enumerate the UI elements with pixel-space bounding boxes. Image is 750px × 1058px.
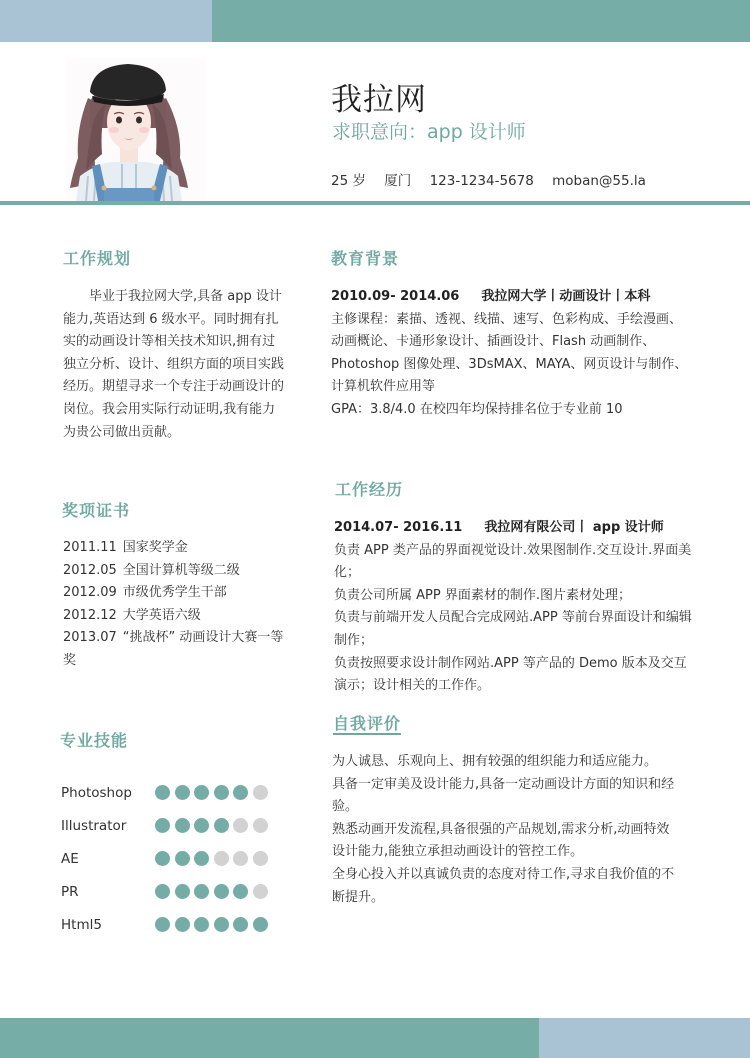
rating-dot-filled-icon (194, 818, 209, 833)
top-bar-light-blue (0, 0, 212, 42)
rating-dot-filled-icon (155, 851, 170, 866)
rating-dot-filled-icon (214, 884, 229, 899)
skill-row (61, 908, 291, 941)
award-date: 2012.09 (63, 585, 117, 601)
skill-name: AE (61, 850, 79, 867)
award-date: 2012.12 (63, 607, 117, 623)
rating-dot-empty-icon (253, 818, 268, 833)
skill-rating (155, 785, 268, 800)
rating-dot-filled-icon (194, 917, 209, 932)
self-evaluation-line: 为人诚恳、乐观向上、拥有较强的组织能力和适应能力。 (332, 754, 658, 769)
work-plan-text: 毕业于我拉网大学,具备 app 设计能力,英语达到 6 级水平。同时拥有扎实的动画设计等相关技术知识,拥有过独立分析、设计、组织方面的项目实践经历。期望寻求一个专注于动画设计的岗位。我会用实际行动证明,我有能力为贵公司做出贡献。 (63, 289, 285, 440)
award-item (63, 582, 285, 605)
skill-rating (155, 818, 268, 833)
contact-info (331, 169, 660, 189)
experience-block (334, 517, 694, 698)
self-evaluation-line: 熟悉动画开发流程,具备很强的产品规划,需求分析,动画特效设计能力,能独立承担动画设计的管控工作。 (332, 821, 670, 860)
skills-list (61, 776, 291, 941)
rating-dot-filled-icon (155, 785, 170, 800)
skill-row (61, 875, 291, 908)
self-evaluation-line: 具备一定审美及设计能力,具备一定动画设计方面的知识和经验。 (332, 776, 675, 815)
education-header (331, 286, 691, 309)
rating-dot-filled-icon (233, 917, 248, 932)
award-item (63, 560, 285, 583)
section-title-education: 教育背景 (331, 249, 400, 268)
rating-dot-filled-icon (194, 785, 209, 800)
rating-dot-empty-icon (214, 851, 229, 866)
job-objective: 求职意向：app 设计师 (332, 121, 526, 143)
rating-dot-filled-icon (175, 884, 190, 899)
experience-header (334, 517, 694, 540)
rating-dot-empty-icon (253, 851, 268, 866)
experience-company: 我拉网有限公司丨 app 设计师 (484, 520, 664, 535)
rating-dot-filled-icon (175, 818, 190, 833)
phone: 123-1234-5678 (429, 173, 534, 189)
skill-rating (155, 884, 268, 899)
experience-period: 2014.07- 2016.11 (334, 520, 463, 535)
education-gpa: GPA：3.8/4.0 在校四年均保持排名位于专业前 10 (331, 401, 623, 417)
section-title-awards: 奖项证书 (62, 501, 131, 520)
skill-rating (155, 917, 268, 932)
rating-dot-filled-icon (233, 785, 248, 800)
email: moban@55.la (552, 173, 646, 189)
section-title-self-evaluation: 自我评价 (333, 714, 402, 733)
skill-name: Illustrator (61, 817, 127, 834)
skill-name: Html5 (61, 916, 102, 933)
rating-dot-filled-icon (175, 785, 190, 800)
rating-dot-filled-icon (155, 818, 170, 833)
rating-dot-filled-icon (214, 818, 229, 833)
award-item (63, 627, 285, 672)
skill-row (61, 776, 291, 809)
self-evaluation-line: 全身心投入并以真诚负责的态度对待工作,寻求自我价值的不断提升。 (332, 866, 675, 905)
section-title-skills: 专业技能 (60, 731, 129, 750)
header-divider (0, 201, 750, 205)
education-block (331, 286, 691, 422)
candidate-name: 我拉网 (331, 82, 427, 118)
education-courses: 主修课程：素描、透视、线描、速写、色彩构成、手绘漫画、动画概论、卡通形象设计、插画设计、Flash 动画制作、Photoshop 图像处理、3DsMAX、MAYA、网页设计与制作、计算机软件应用等 (331, 311, 688, 395)
rating-dot-filled-icon (194, 851, 209, 866)
education-period: 2010.09- 2014.06 (331, 289, 460, 304)
skill-name: Photoshop (61, 784, 132, 801)
city: 厦门 (384, 173, 412, 189)
experience-duty: 负责公司所属 APP 界面素材的制作.图片素材处理； (334, 587, 631, 603)
award-date: 2013.07 (63, 630, 117, 646)
experience-duty: 负责与前端开发人员配合完成网站.APP 等前台界面设计和编辑制作； (334, 610, 692, 648)
self-evaluation-block (332, 751, 677, 909)
rating-dot-filled-icon (233, 884, 248, 899)
rating-dot-filled-icon (214, 917, 229, 932)
award-date: 2011.11 (63, 540, 117, 555)
rating-dot-filled-icon (253, 917, 268, 932)
rating-dot-filled-icon (194, 884, 209, 899)
age: 25 岁 (331, 173, 366, 189)
avatar (66, 58, 206, 201)
rating-dot-filled-icon (175, 851, 190, 866)
award-name: “挑战杯” 动画设计大赛一等奖 (63, 630, 284, 668)
top-bar-teal (212, 0, 750, 42)
rating-dot-filled-icon (155, 884, 170, 899)
rating-dot-empty-icon (233, 851, 248, 866)
skill-row (61, 842, 291, 875)
experience-duty: 负责 APP 类产品的界面视觉设计.效果图制作.交互设计.界面美化； (334, 542, 692, 581)
award-name: 市级优秀学生干部 (122, 585, 227, 601)
bottom-bar-light-blue (539, 1018, 750, 1058)
award-name: 大学英语六级 (122, 607, 201, 623)
experience-duty: 负责按照要求设计制作网站.APP 等产品的 Demo 版本及交互演示；设计相关的工作作。 (334, 655, 687, 694)
skill-rating (155, 851, 268, 866)
award-name: 国家奖学金 (122, 540, 188, 555)
rating-dot-filled-icon (214, 785, 229, 800)
bottom-bar-teal (0, 1018, 539, 1058)
rating-dot-empty-icon (253, 884, 268, 899)
award-name: 全国计算机等级二级 (122, 562, 240, 578)
rating-dot-empty-icon (253, 785, 268, 800)
award-date: 2012.05 (63, 562, 117, 578)
section-title-work-plan: 工作规划 (63, 249, 132, 268)
skill-row (61, 809, 291, 842)
rating-dot-filled-icon (175, 917, 190, 932)
rating-dot-empty-icon (233, 818, 248, 833)
award-item (63, 605, 285, 628)
avatar-illustration-icon (66, 58, 206, 201)
award-item (63, 537, 285, 560)
awards-list (63, 537, 285, 673)
rating-dot-filled-icon (155, 917, 170, 932)
section-title-experience: 工作经历 (335, 480, 404, 499)
education-school: 我拉网大学丨动画设计丨本科 (481, 289, 651, 304)
skill-name: PR (61, 883, 79, 900)
